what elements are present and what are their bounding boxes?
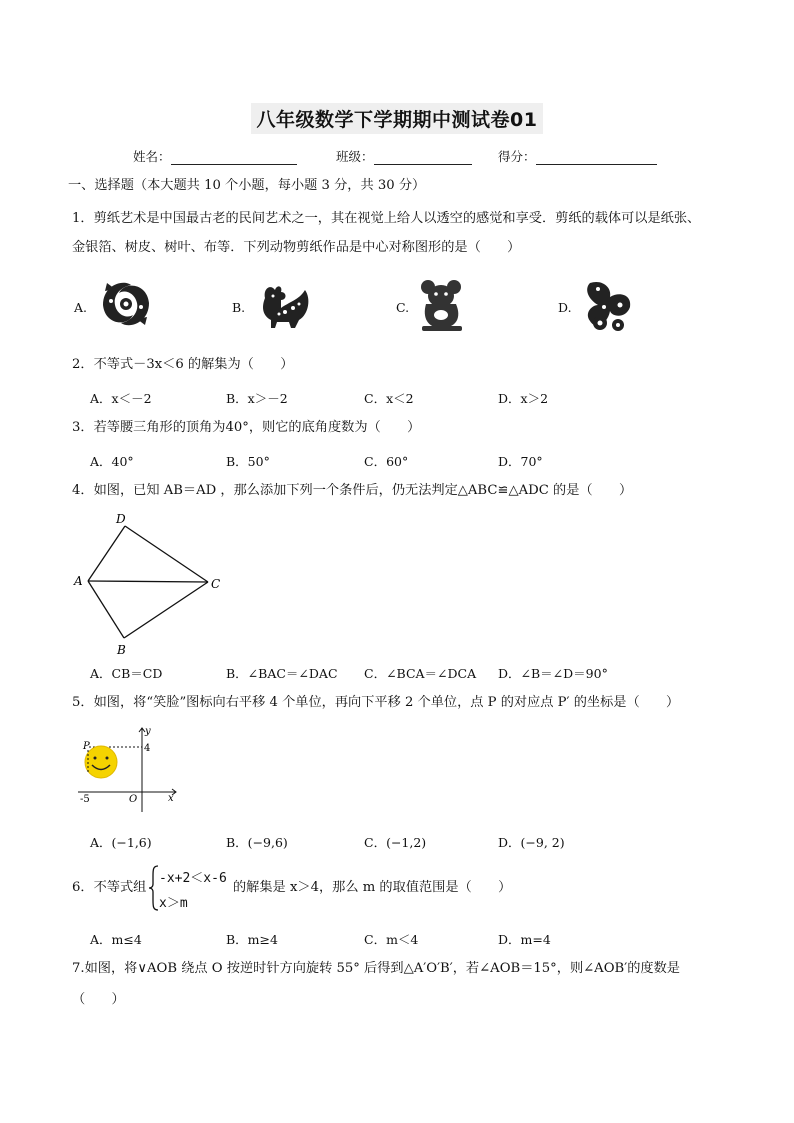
papercut-fish-image [97,275,155,333]
q1-option-b-label: B. [232,300,246,315]
q4-label-d: D [116,512,126,526]
score-field [498,147,657,165]
q5-label-p: P [83,741,90,752]
q5-label-4: 4 [144,743,151,754]
q2-stem: 2．不等式－3x＜6 的解集为（ ） [72,357,294,372]
q4-label-b: B [117,643,126,657]
score-label: 得分： [498,149,536,164]
q4-stem: 4．如图，已知 AB＝AD ，那么添加下列一个条件后，仍无法判定△ABC≌△ADC 的是（ ） [72,483,633,498]
q3-stem: 3．若等腰三角形的顶角为40°，则它的底角度数为（ ） [72,420,421,435]
q2-option-c[interactable]: C．x＜2 [364,391,414,406]
q6-inequality-2: x＞m [159,896,188,911]
q5-label-o: O [129,794,138,805]
name-field [133,147,297,165]
q6-stem-post: 的解集是 x＞4，那么 m 的取值范围是（ ） [233,880,512,895]
class-label: 班级： [336,149,374,164]
q3-option-a[interactable]: A．40° [90,454,134,469]
q2-option-d[interactable]: D．x＞2 [498,391,549,406]
q5-label-y: y [145,726,151,737]
q5-option-d[interactable]: D．(−9, 2) [498,835,565,850]
name-label: 姓名： [133,149,171,164]
papercut-mouse-image [418,278,468,334]
q2-option-b[interactable]: B．x＞－2 [226,391,288,406]
q1-option-d-label: D. [558,300,572,315]
q3-option-c[interactable]: C．60° [364,454,409,469]
q6-option-b[interactable]: B．m≥4 [226,932,278,947]
q4-option-b[interactable]: B．∠BAC＝∠DAC [226,666,338,681]
q1-line1: 1．剪纸艺术是中国最古老的民间艺术之一，其在视觉上给人以透空的感觉和享受．剪纸的载体可以是纸张、 [72,211,701,226]
q1-option-c-label: C. [396,300,410,315]
q4-quadrilateral-figure [70,508,230,658]
q4-option-d[interactable]: D．∠B＝∠D＝90° [498,666,608,681]
papercut-flower-animal-image [582,277,636,333]
q4-label-a: A [74,574,83,588]
q6-stem-pre: 6．不等式组 [72,880,147,895]
q1-option-a-label: A. [74,300,88,315]
q3-option-b[interactable]: B．50° [226,454,270,469]
q5-label-neg5: -5 [80,794,90,805]
q1-line2: 金银箔、树皮、树叶、布等．下列动物剪纸作品是中心对称图形的是（ ） [72,240,521,255]
q6-option-a[interactable]: A．m≤4 [90,932,142,947]
q6-inequality-1: -x+2＜x-6 [159,871,227,886]
q7-line2: （ ） [72,992,125,1007]
name-blank[interactable] [171,152,297,165]
q5-stem: 5．如图，将“笑脸”图标向右平移 4 个单位，再向下平移 2 个单位，点 P 的对应点 P′ 的坐标是（ ） [72,695,680,710]
page-title: 八年级数学下学期期中测试卷01 [0,103,794,134]
q6-option-c[interactable]: C．m＜4 [364,932,419,947]
q3-option-d[interactable]: D．70° [498,454,543,469]
q7-line1: 7.如图，将∨AOB 绕点 O 按逆时针方向旋转 55° 后得到△A′O′B′，若∠AOB＝15°，则∠AOB′的度数是 [72,961,680,976]
q5-option-a[interactable]: A．(−1,6) [90,835,152,850]
class-blank[interactable] [374,152,472,165]
score-blank[interactable] [536,152,657,165]
q4-label-c: C [211,577,221,591]
q5-label-x: x [168,793,174,804]
q2-option-a[interactable]: A．x＜－2 [90,391,152,406]
smiley-face-icon [85,746,117,778]
q4-option-a[interactable]: A．CB＝CD [90,666,163,681]
q6-option-d[interactable]: D．m=4 [498,932,551,947]
section-heading: 一、选择题（本大题共 10 个小题，每小题 3 分，共 30 分） [68,178,426,193]
q5-option-b[interactable]: B．(−9,6) [226,835,288,850]
q5-coordinate-figure [76,722,186,816]
class-field [336,147,472,165]
q4-option-c[interactable]: C．∠BCA＝∠DCA [364,666,477,681]
q5-option-c[interactable]: C．(−1,2) [364,835,427,850]
papercut-rooster-image [255,280,313,334]
